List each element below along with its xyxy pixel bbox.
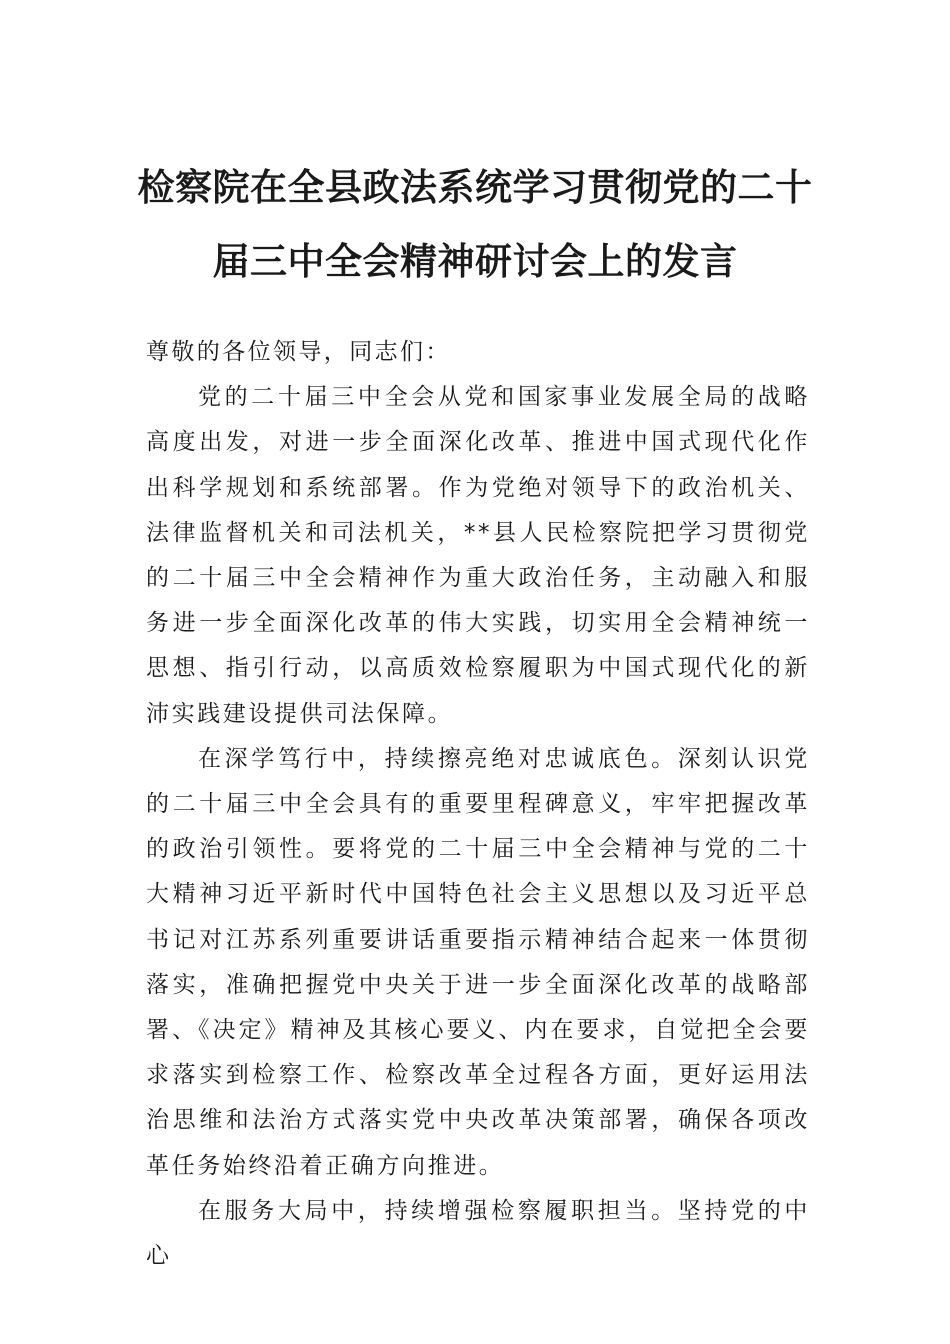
salutation: 尊敬的各位领导，同志们： xyxy=(146,339,451,365)
title-line-2: 届三中全会精神研讨会上的发言 xyxy=(212,239,738,283)
document-title xyxy=(120,150,830,298)
title-line-1: 检察院在全县政法系统学习贯彻党的二十 xyxy=(137,165,813,209)
document-body xyxy=(146,330,810,1279)
paragraph-2: 在深学笃行中，持续擦亮绝对忠诚底色。深刻认识党的二十届三中全会具有的重要里程碑意义，牢牢把握改革的政治引领性。要将党的二十届三中全会精神与党的二十大精神习近平新时代中国特色社会主义思想以及习近平总书记对江苏系列重要讲话重要指示精神结合起来一体贯彻落实，准确把握党中央关于进一步全面深化改革的战略部署、《决定》精神及其核心要义、内在要求，自觉把全会要求落实到检察工作、检察改革全过程各方面，更好运用法治思维和法治方式落实党中央改革决策部署，确保各项改革任务始终沿着正确方向推进。 xyxy=(146,745,810,1179)
paragraph-1: 党的二十届三中全会从党和国家事业发展全局的战略高度出发，对进一步全面深化改革、推进中国式现代化作出科学规划和系统部署。作为党绝对领导下的政治机关、法律监督机关和司法机关，**县人民检察院把学习贯彻党的二十届三中全会精神作为重大政治任务，主动融入和服务进一步全面深化改革的伟大实践，切实用全会精神统一思想、指引行动，以高质效检察履职为中国式现代化的新沛实践建设提供司法保障。 xyxy=(146,384,810,727)
paragraph-3: 在服务大局中，持续增强检察履职担当。坚持党的中心 xyxy=(146,1197,810,1270)
